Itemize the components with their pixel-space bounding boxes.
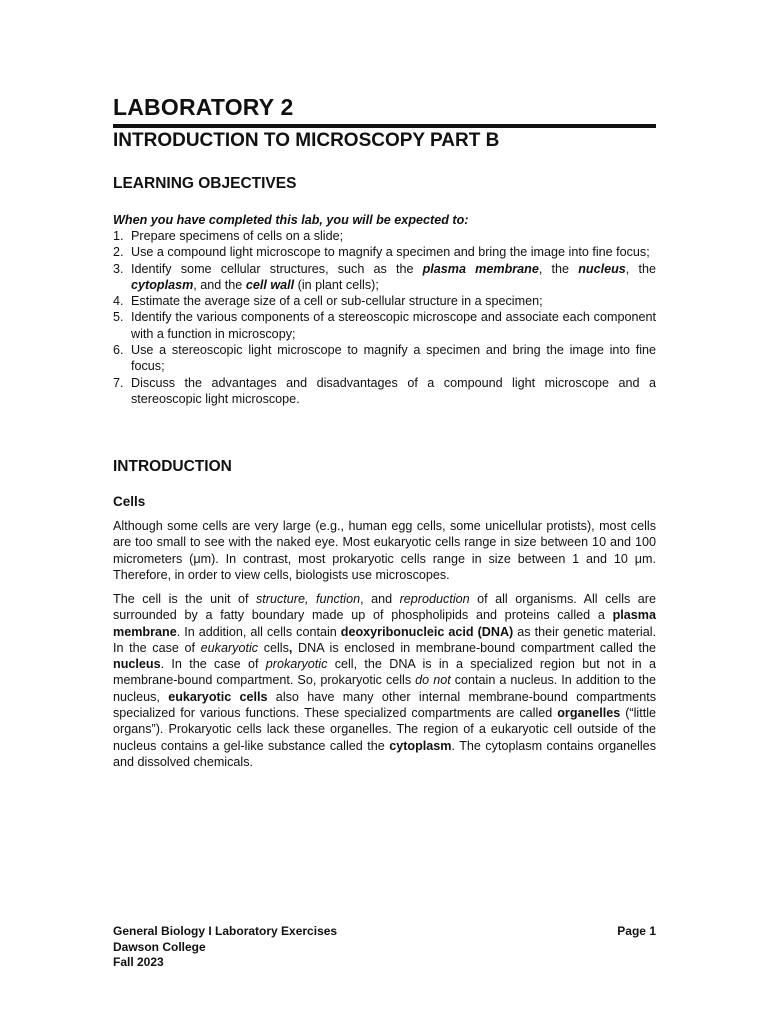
objective-item: [113, 228, 656, 244]
objective-item: [113, 309, 656, 342]
term-cell-wall: cell wall: [245, 277, 295, 292]
term-dna: deoxyribonucleic acid (DNA): [340, 624, 514, 639]
objective-number: 5.: [113, 310, 124, 325]
term-plasma-membrane: plasma membrane: [422, 261, 539, 276]
objective-text: Prepare specimens of cells on a slide;: [131, 229, 344, 243]
objectives-lead: When you have completed this lab, you will be expected to:: [113, 213, 469, 227]
objective-item: [113, 293, 656, 309]
footer-college: Dawson College: [113, 939, 206, 954]
objective-text: Identify some cellular structures, such as the plasma membrane, the nucleus, the cytoplasm, and the cell wall (in plant cells);: [131, 261, 656, 292]
lab-title: LABORATORY 2: [113, 94, 294, 120]
intro-paragraph-2: The cell is the unit of structure, function, and reproduction of all organisms. All cells are surrounded by a fatty boundary made up of phospholipids and proteins called a plasma membrane. In addition, all cells contain deoxyribonucleic acid (DNA) as their genetic material. In the case of eukaryotic cells, DNA is enclosed in membrane-bound compartment called the nucleus. In the case of prokaryotic cell, the DNA is in a specialized region but not in a membrane-bound compartment. So, prokaryotic cells do not contain a nucleus. In addition to the nucleus, eukaryotic cells also have many other internal membrane-bound compartments specialized for various functions. These specialized compartments are called organelles (“little organs”). Prokaryotic cells lack these organelles. The region of a eukaryotic cell outside of the nucleus contains a gel-like substance called the cytoplasm. The cytoplasm contains organelles and dissolved chemicals.: [113, 592, 657, 769]
footer-term: Fall 2023: [113, 955, 164, 969]
objective-number: 3.: [113, 261, 124, 276]
objective-text: Identify the various components of a stereoscopic microscope and associate each component with a function in microscopy;: [131, 310, 656, 341]
page-number: Page 1: [617, 924, 656, 938]
term-eukaryotic-cells: eukaryotic cells: [168, 689, 268, 704]
page-footer: [113, 924, 656, 971]
cells-heading: Cells: [113, 494, 146, 509]
objective-text: Estimate the average size of a cell or sub-cellular structure in a specimen;: [131, 294, 543, 309]
objective-text: Discuss the advantages and disadvantages of a compound light microscope and a stereoscopic light microscope.: [131, 375, 656, 406]
objectives-list: [113, 228, 656, 407]
footer-course: General Biology I Laboratory Exercises: [113, 924, 338, 938]
objective-number: 7.: [113, 375, 124, 390]
objective-text: Use a compound light microscope to magnify a specimen and bring the image into fine focus;: [131, 245, 650, 260]
term-organelles: organelles: [557, 706, 621, 721]
term-nucleus: nucleus: [578, 261, 626, 276]
objective-item: [113, 244, 656, 260]
objective-item: [113, 261, 656, 294]
objective-number: 4.: [113, 294, 124, 309]
objective-item: [113, 342, 656, 375]
objective-text: Use a stereoscopic light microscope to magnify a specimen and bring the image into fine focus;: [131, 343, 656, 374]
introduction-heading: INTRODUCTION: [113, 458, 232, 475]
objective-number: 2.: [113, 245, 124, 260]
objective-number: 1.: [113, 229, 124, 243]
objective-number: 6.: [113, 343, 124, 358]
term-plasma-membrane: plasma membrane: [113, 608, 656, 639]
term-cytoplasm: cytoplasm: [131, 277, 194, 292]
term-cytoplasm: cytoplasm: [389, 738, 452, 753]
intro-paragraph-1: Although some cells are very large (e.g., human egg cells, some unicellular protists), most cells are too small to see with the naked eye. Most eukaryotic cells range in size between 10 and 100 micrometers (μm). In contrast, most prokaryotic cells range in size between 1 and 10 μm. Therefore, in order to view cells, biologists use microscopes.: [113, 519, 656, 582]
objective-item: [113, 375, 656, 408]
title-rule: [113, 124, 656, 128]
lab-subtitle: INTRODUCTION TO MICROSCOPY PART B: [113, 130, 500, 151]
term-nucleus: nucleus: [113, 657, 161, 672]
objectives-heading: LEARNING OBJECTIVES: [113, 175, 297, 192]
